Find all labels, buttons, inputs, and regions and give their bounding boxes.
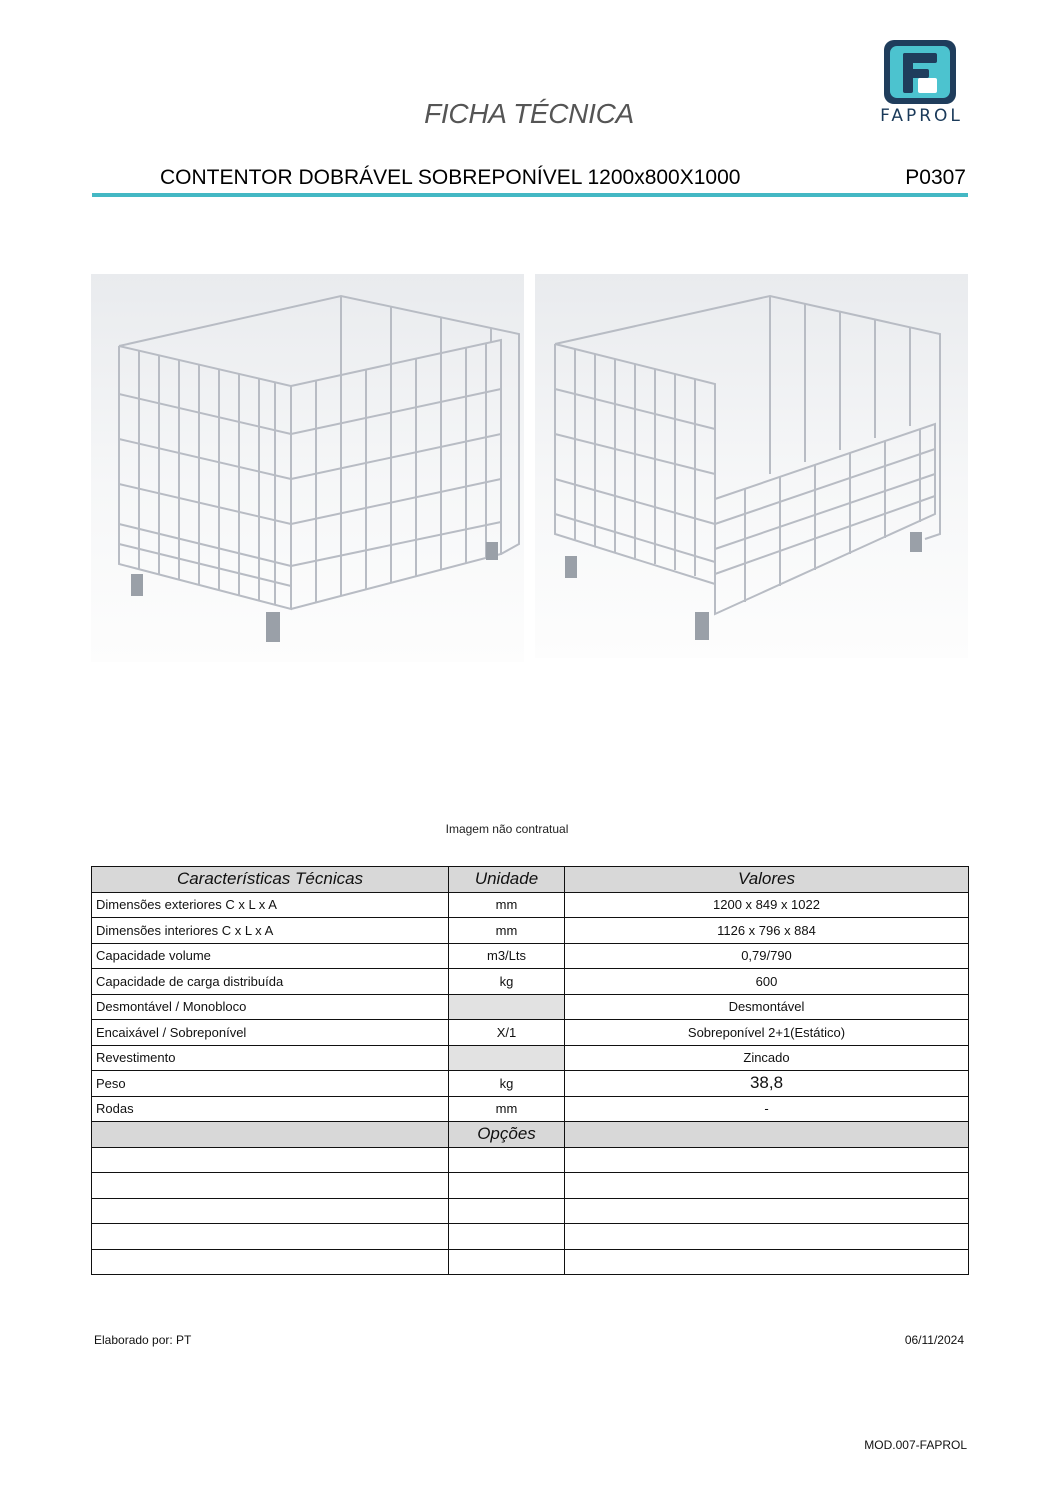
spec-label: Encaixável / Sobreponível (92, 1020, 449, 1046)
logo-text: FAPROL (880, 106, 963, 126)
wire-container-open-image (535, 274, 968, 658)
spec-unit: X/1 (449, 1020, 565, 1046)
column-header: Unidade (449, 867, 565, 893)
spec-value: 38,8 (565, 1071, 969, 1097)
spec-label: Capacidade volume (92, 943, 449, 969)
table-row (92, 918, 969, 944)
table-row (92, 943, 969, 969)
image-disclaimer: Imagem não contratual (445, 822, 569, 836)
column-header: Valores (565, 867, 969, 893)
options-header-blank (565, 1122, 969, 1148)
spec-value: - (565, 1096, 969, 1122)
spec-label: Revestimento (92, 1045, 449, 1071)
option-row (92, 1173, 969, 1199)
product-photo-closed (91, 274, 524, 662)
table-row (92, 1045, 969, 1071)
table-header-row (92, 867, 969, 893)
product-code: P0307 (905, 166, 966, 189)
spec-unit: kg (449, 1071, 565, 1097)
options-header-row (92, 1122, 969, 1148)
logo-mark-icon (884, 40, 956, 104)
option-row (92, 1198, 969, 1224)
spec-unit: mm (449, 892, 565, 918)
form-code: MOD.007-FAPROL (864, 1438, 967, 1452)
table-row (92, 892, 969, 918)
column-header: Características Técnicas (92, 867, 449, 893)
spec-value: Zincado (565, 1045, 969, 1071)
table-row (92, 1096, 969, 1122)
option-row (92, 1224, 969, 1250)
spec-value: 0,79/790 (565, 943, 969, 969)
spec-value: Desmontável (565, 994, 969, 1020)
table-row (92, 994, 969, 1020)
specs-table (91, 866, 969, 1275)
title-divider (92, 193, 968, 197)
wire-container-closed-image (91, 274, 524, 662)
spec-value: 1200 x 849 x 1022 (565, 892, 969, 918)
spec-unit: kg (449, 969, 565, 995)
spec-label: Dimensões interiores C x L x A (92, 918, 449, 944)
spec-label: Capacidade de carga distribuída (92, 969, 449, 995)
option-row (92, 1249, 969, 1275)
spec-value: Sobreponível 2+1(Estático) (565, 1020, 969, 1046)
spec-unit (449, 994, 565, 1020)
product-photo-open (535, 274, 968, 658)
spec-value: 600 (565, 969, 969, 995)
spec-unit: mm (449, 1096, 565, 1122)
faprol-logo (874, 38, 969, 130)
page-title: FICHA TÉCNICA (424, 98, 634, 129)
prepared-by: Elaborado por: PT (94, 1333, 192, 1347)
spec-label: Peso (92, 1071, 449, 1097)
options-header-blank (92, 1122, 449, 1148)
spec-unit: mm (449, 918, 565, 944)
spec-unit: m3/Lts (449, 943, 565, 969)
option-row (92, 1147, 969, 1173)
spec-value: 1126 x 796 x 884 (565, 918, 969, 944)
spec-label: Rodas (92, 1096, 449, 1122)
options-header: Opções (449, 1122, 565, 1148)
table-row (92, 1071, 969, 1097)
product-title: CONTENTOR DOBRÁVEL SOBREPONÍVEL 1200x800X1000 (160, 166, 741, 189)
document-date: 06/11/2024 (904, 1333, 964, 1347)
spec-unit (449, 1045, 565, 1071)
spec-label: Dimensões exteriores C x L x A (92, 892, 449, 918)
table-row (92, 969, 969, 995)
table-row (92, 1020, 969, 1046)
spec-label: Desmontável / Monobloco (92, 994, 449, 1020)
